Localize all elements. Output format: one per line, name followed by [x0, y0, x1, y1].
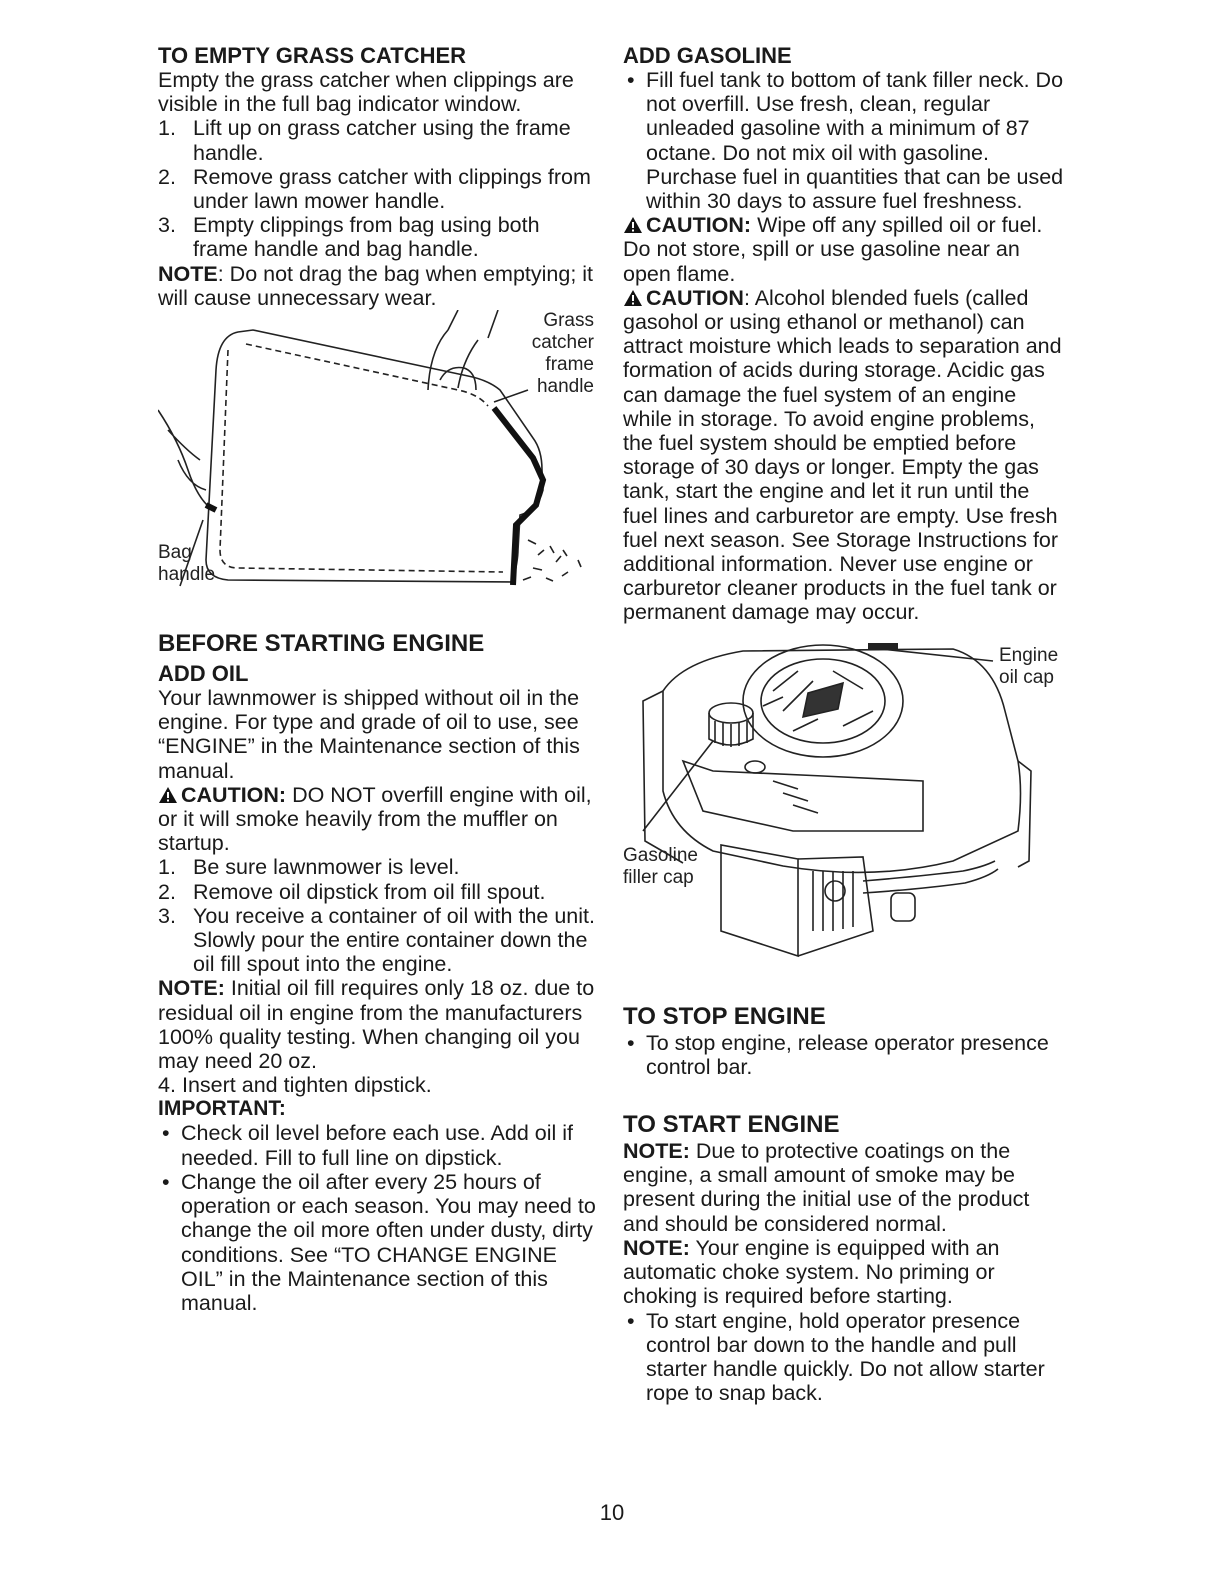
- grass-catcher-figure: [158, 310, 598, 610]
- before-starting-engine-heading: BEFORE STARTING ENGINE: [158, 630, 485, 658]
- oil-step-4: [158, 1073, 598, 1097]
- list-item: 1. Lift up on grass catcher using the frame handle.: [158, 116, 571, 165]
- start-engine-list: [623, 1309, 1068, 1406]
- add-oil-intro: Your lawnmower is shipped without oil in the engine. For type and grade of oil to use, see “ENGINE” in the Maintenance section of this manual.: [158, 686, 580, 783]
- gasoline-list: [623, 68, 1068, 213]
- gasoline-filler-cap-label: Gasoline filler cap: [623, 844, 698, 888]
- list-item: 1. Be sure lawnmower is level.: [158, 855, 460, 880]
- list-item: 3. Empty clippings from bag using both frame handle and bag handle.: [158, 213, 540, 262]
- list-item: 2. Remove grass catcher with clippings from under lawn mower handle.: [158, 164, 591, 214]
- list-item: 3. You receive a container of oil with the unit. Slowly pour the entire container down the oil fill spout into the engine.: [158, 903, 595, 977]
- right-column: [623, 44, 1068, 1405]
- empty-intro: Empty the grass catcher when clippings are visible in the full bag indicator window.: [158, 68, 574, 117]
- to-stop-engine-heading: TO STOP ENGINE: [623, 1002, 826, 1030]
- engine-oil-cap-label: Engine oil cap: [999, 644, 1059, 688]
- to-start-engine-heading: TO START ENGINE: [623, 1111, 840, 1139]
- important-list: [158, 1121, 598, 1315]
- empty-note: NOTE: Do not drag the bag when emptying; it will cause unnecessary wear.: [158, 261, 594, 310]
- empty-steps-list: [158, 116, 598, 261]
- empty-grass-catcher-heading: TO EMPTY GRASS CATCHER: [158, 43, 467, 68]
- warning-icon: [158, 786, 178, 804]
- grass-catcher-frame-handle-label: Grass catcher frame handle: [531, 310, 594, 398]
- caution-spilled-fuel: CAUTION: Wipe off any spilled oil or fuel. Do not store, spill or use gasoline near an open flame.: [623, 213, 1043, 286]
- stop-engine-list: [623, 1031, 1068, 1079]
- start-note-coatings: NOTE: Due to protective coatings on the engine, a small amount of smoke may be present during the initial use of the product and should be considered normal.: [623, 1139, 1030, 1236]
- list-item: • To stop engine, release operator presence control bar.: [627, 1030, 1049, 1079]
- bag-handle-label: Bag handle: [158, 542, 216, 586]
- engine-figure: [623, 631, 1068, 1003]
- add-gasoline-heading: ADD GASOLINE: [623, 43, 792, 68]
- list-item: • To start engine, hold operator presence control bar down to the handle and pull starter handle quickly. Do not allow starter rope to snap back.: [627, 1308, 1045, 1406]
- oil-steps-list: [158, 855, 598, 976]
- list-item: • Fill fuel tank to bottom of tank filler neck. Do not overfill. Use fresh, clean, regular unleaded gasoline with a minimum of 87 octane. Do not mix oil with gasoline. Purchase fuel in quantities that can be used within 30 days to assure fuel freshness.: [627, 68, 1064, 214]
- list-item: • Change the oil after every 25 hours of operation or each season. You may need to change the oil more often under dusty, dirty conditions. See “TO CHANGE ENGINE OIL” in the Maintenance section of this manual.: [162, 1169, 596, 1315]
- left-column: [158, 44, 598, 1315]
- caution-overfill: CAUTION: DO NOT overfill engine with oil, or it will smoke heavily from the muffler on startup.: [158, 782, 592, 856]
- list-item: • Check oil level before each use. Add oil if needed. Fill to full line on dipstick.: [162, 1121, 574, 1170]
- add-oil-heading: ADD OIL: [158, 661, 249, 687]
- start-note-choke: NOTE: Your engine is equipped with an automatic choke system. No priming or choking is required before starting.: [623, 1235, 1000, 1309]
- page-number: 10: [599, 1500, 625, 1525]
- caution-alcohol-fuels: CAUTION: Alcohol blended fuels (called gasohol or using ethanol or methanol) can attract moisture which leads to separation and formation of acids during storage. Acidic gas can damage the fuel system of an engine while in storage. To avoid engine problems, the fuel system should be emptied before storage of 30 days or longer. Empty the gas tank, start the engine and let it run until the fuel lines and carburetor are empty. Use fresh fuel next season. See Storage Instructions for additional information. Never use engine or carburetor cleaner products in the fuel tank or permanent damage may occur.: [623, 285, 1062, 625]
- warning-icon: [623, 216, 643, 234]
- warning-icon: [623, 289, 643, 307]
- list-item: 4. Insert and tighten dipstick.: [158, 1073, 432, 1098]
- important-label: IMPORTANT:: [158, 1097, 286, 1121]
- list-item: 2. Remove oil dipstick from oil fill spout.: [158, 879, 546, 904]
- oil-note: NOTE: Initial oil fill requires only 18 oz. due to residual oil in engine from the manufacturers 100% quality testing. When changing oil you may need 20 oz.: [158, 976, 595, 1074]
